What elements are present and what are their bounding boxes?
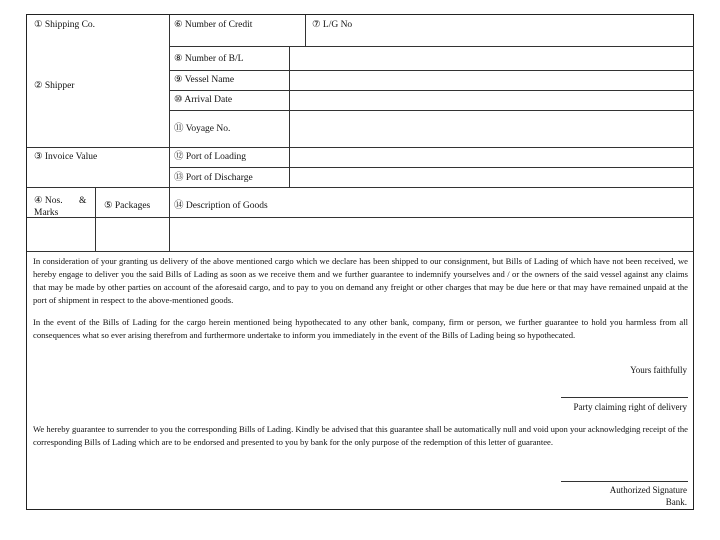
- hypothecation-paragraph: In the event of the Bills of Lading for the cargo herein mentioned being hypothecated to any other bank, company, firm or person, we further guarantee to hold you harmless from all consequences what so ever arising therefrom and furthermore undertake to inform you immediately in the event of the Bills of Lading being so hypothecated.: [33, 317, 688, 340]
- vessel-name-label: ⑨ Vessel Name: [174, 75, 235, 85]
- lg-no-label: ⑦ L/G No: [312, 20, 353, 30]
- invoice-value-label: ③ Invoice Value: [34, 152, 98, 162]
- party-claiming-label: Party claiming right of delivery: [573, 402, 687, 412]
- rule: [169, 167, 694, 168]
- rule: [27, 147, 694, 148]
- rule: [169, 90, 694, 91]
- port-of-discharge-label: ⑬ Port of Discharge: [174, 173, 253, 183]
- ampersand-label: &: [79, 196, 87, 206]
- rule: [95, 187, 96, 251]
- shipping-co-label: ① Shipping Co.: [34, 20, 96, 30]
- rule: [27, 187, 694, 188]
- voyage-no-label: ⑪ Voyage No.: [174, 124, 231, 134]
- number-of-credit-label: ⑥ Number of Credit: [174, 20, 253, 30]
- bank-label: Bank.: [665, 497, 687, 507]
- yours-faithfully: Yours faithfully: [630, 365, 687, 375]
- surrender-paragraph: We hereby guarantee to surrender to you the corresponding Bills of Lading. Kindly be advised that this guarantee shall be automatically null and void upon your acknowledging receipt of the corresponding Bills of Lading which are to be endorsed and presented to you by bank for the only purpose of the redemption of this letter of guarantee.: [33, 424, 688, 447]
- indemnity-paragraph: In consideration of your granting us delivery of the above mentioned cargo which we declare has been shipped to our consignment, but Bills of Lading of which have not been received, we hereby engage to deliver you the said Bills of Lading as soon as we receive them and we further guarantee to indemnify yourselves and / or the owners of the said vessel against any claims that may be made by other parties on account of the aforesaid cargo, and to pay to you on demand any freight or other charges that may be due here or that may have remained unpaid at the port of shipment in respect to the above-mentioned goods.: [33, 256, 688, 305]
- authorized-signature-label: Authorized Signature: [609, 485, 687, 495]
- description-of-goods-label: ⑭ Description of Goods: [174, 201, 268, 211]
- marks-label: Marks: [34, 208, 59, 218]
- shipper-label: ② Shipper: [34, 81, 75, 91]
- signature-line: [561, 397, 688, 398]
- nos-label: ④ Nos.: [34, 196, 63, 206]
- arrival-date-label: ⑩ Arrival Date: [174, 95, 233, 105]
- signature-line: [561, 481, 688, 482]
- rule: [169, 15, 170, 251]
- rule: [27, 217, 694, 218]
- letter-of-guarantee-form: [26, 14, 694, 510]
- number-of-bl-label: ⑧ Number of B/L: [174, 54, 244, 64]
- packages-label: ⑤ Packages: [104, 201, 151, 211]
- rule: [305, 15, 306, 46]
- rule: [169, 70, 694, 71]
- rule: [27, 251, 694, 252]
- rule: [169, 110, 694, 111]
- port-of-loading-label: ⑫ Port of Loading: [174, 152, 247, 162]
- rule: [169, 46, 694, 47]
- rule: [289, 46, 290, 187]
